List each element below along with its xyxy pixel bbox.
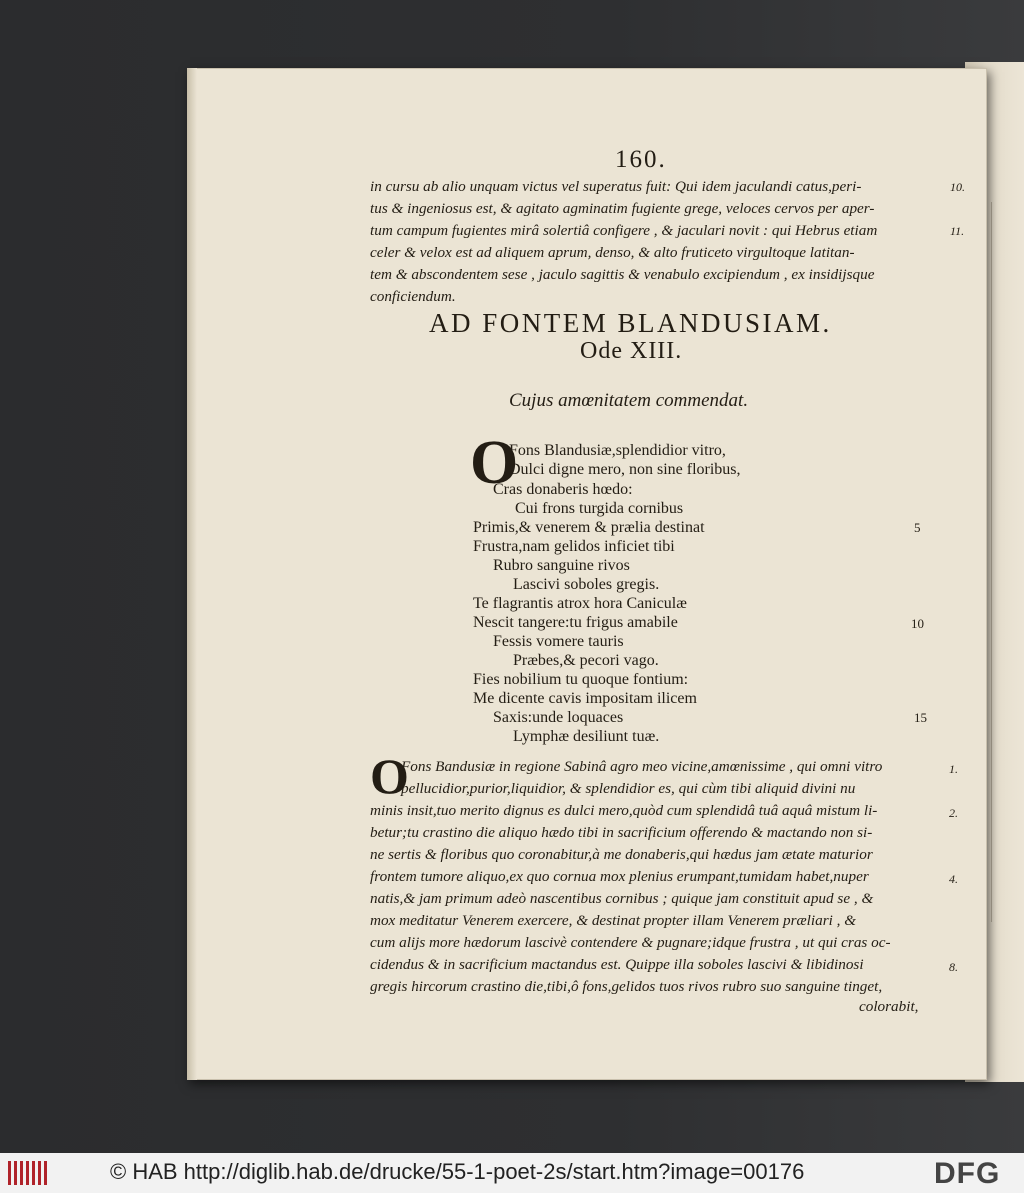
verse-line: Fies nobilium tu quoque fontium:: [473, 671, 689, 688]
commentary-line: tem & abscondentem sese , jaculo sagittis & venabulo excipiendum , ex insidijsque: [370, 266, 875, 283]
dfg-logo-icon: DFG: [934, 1157, 1001, 1190]
page-number: 160.: [615, 146, 667, 173]
copyright-link[interactable]: © HAB http://diglib.hab.de/drucke/55-1-poet-2s/start.htm?image=00176: [110, 1159, 805, 1184]
marginal-note: 1.: [949, 762, 958, 776]
verse-line: Lymphæ desiliunt tuæ.: [513, 728, 660, 745]
marginal-note: 11.: [950, 224, 965, 238]
commentary-line: minis insit,tuo merito dignus es dulci mero,quòd cum splendidâ tuâ aquâ mistum li-: [370, 802, 878, 819]
verse-line: Nescit tangere:tu frigus amabile: [473, 614, 678, 631]
verse-line: Fons Blandusiæ,splendidior vitro,: [509, 442, 726, 459]
commentary-drop-cap: O: [370, 748, 409, 804]
verse-line: Rubro sanguine rivos: [493, 557, 630, 574]
commentary-line: colorabit,: [859, 998, 919, 1015]
ode-title: AD FONTEM BLANDUSIAM.: [429, 308, 832, 338]
verse-number: 5: [914, 520, 921, 535]
verse-number: 15: [914, 710, 927, 725]
book-page: [187, 68, 987, 1080]
verse-line: Cui frons turgida cornibus: [515, 500, 684, 517]
ode-argument: Cujus amœnitatem commendat.: [509, 390, 749, 411]
commentary-line: tus & ingeniosus est, & agitato agminatim fugiente grege, veloces cervos per aper-: [370, 200, 875, 217]
ode-subtitle: Ode XIII.: [580, 338, 683, 364]
footer-bar: [0, 1153, 1024, 1193]
commentary-line: in cursu ab alio unquam victus vel superatus fuit: Qui idem jaculandi catus,peri-: [370, 178, 862, 195]
marginal-note: 4.: [949, 872, 958, 886]
verse-number: 10: [911, 616, 924, 631]
verse-line: Fessis vomere tauris: [493, 633, 624, 650]
commentary-line: cidendus & in sacrificium mactandus est. Quippe illa soboles lascivi & libidinosi: [370, 956, 864, 973]
commentary-line: pellucidior,purior,liquidior, & splendidior es, qui cùm tibi aliquid divini nu: [401, 780, 856, 797]
verse-line: Te flagrantis atrox hora Caniculæ: [473, 595, 687, 612]
commentary-line: betur;tu crastino die aliquo hædo tibi in sacrificium offerendo & mactando non si-: [370, 824, 873, 841]
commentary-line: gregis hircorum crastino die,tibi,ô fons,gelidos tuos rivos rubro suo sanguine tinget,: [370, 978, 883, 995]
verse-line: Lascivi soboles gregis.: [513, 576, 660, 593]
commentary-line: Fons Bandusiæ in regione Sabinâ agro meo vicine,amœnissime , qui omni vitro: [401, 758, 883, 775]
commentary-line: natis,& jam primum adeò nascentibus cornibus ; quique jam constituit apud se , &: [370, 890, 874, 907]
commentary-line: mox meditatur Venerem exercere, & destinat propter illam Venerem præliari , &: [370, 912, 857, 929]
verse-line: Primis,& venerem & prælia destinat: [473, 519, 705, 536]
verse-drop-cap: O: [470, 429, 519, 497]
verse-line: Præbes,& pecori vago.: [513, 652, 659, 669]
commentary-line: cum alijs more hædorum lascivè contendere & pugnare;idque frustra , ut qui cras oc-: [370, 934, 891, 951]
marginal-note: 8.: [949, 960, 958, 974]
verse-line: Cras donaberis hœdo:: [493, 481, 633, 498]
marginal-note: 10.: [950, 180, 965, 194]
marginal-note: 2.: [949, 806, 958, 820]
commentary-line: celer & velox est ad aliquem aprum, denso, & alto fruticeto virgultoque latitan-: [370, 244, 855, 261]
hab-logo-icon: [6, 1159, 48, 1187]
verse-line: Me dicente cavis impositam ilicem: [473, 690, 697, 707]
commentary-line: ne sertis & floribus quo coronabitur,à me donaberis,qui hædus jam ætate maturior: [370, 846, 873, 863]
verse-line: Saxis:unde loquaces: [493, 709, 624, 726]
verse-line: Frustra,nam gelidos inficiet tibi: [473, 538, 675, 555]
commentary-line: conficiendum.: [370, 288, 456, 305]
commentary-line: frontem tumore aliquo,ex quo cornua mox plenius erumpant,tumidam habet,nuper: [370, 868, 869, 885]
verse-line: Dulci digne mero, non sine floribus,: [509, 461, 741, 478]
commentary-line: tum campum fugientes mirâ solertiâ configere , & jaculari novit : qui Hebrus etiam: [370, 222, 878, 239]
